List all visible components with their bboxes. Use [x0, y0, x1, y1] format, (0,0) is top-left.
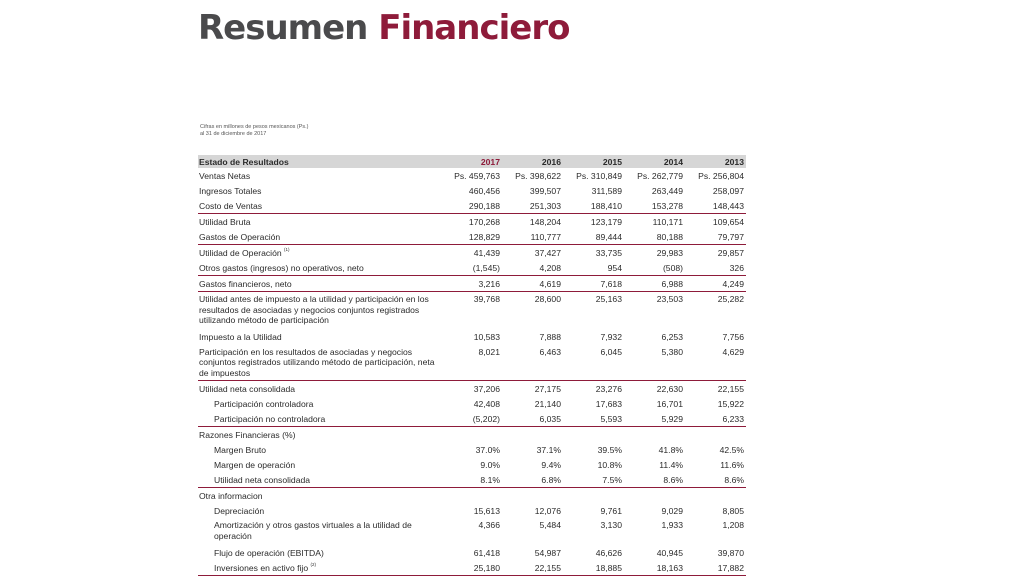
cell-2014: (508) [662, 262, 683, 273]
cell-2015: 7,618 [563, 276, 624, 292]
cell-2016: 4,619 [502, 276, 563, 292]
cell-2016: 37,427 [502, 245, 563, 261]
cell-2015: 46,626 [595, 547, 622, 558]
row-label: Participación en los resultados de asociadas y negocios conjuntos registrados utilizando método de participación, neta de impuestos [199, 346, 435, 378]
cell-2014: 9,029 [661, 505, 683, 516]
cell-2014: 18,163 [624, 560, 685, 576]
cell-2014: 16,701 [656, 398, 683, 409]
cell-2015: 3,130 [600, 520, 622, 530]
table-row [198, 345, 746, 381]
cell-2017: 128,829 [468, 231, 500, 242]
cell-2017: 39,768 [440, 292, 502, 330]
cell-2015: 10.8% [597, 459, 622, 470]
cell-2016: 54,987 [534, 547, 561, 558]
table-row [198, 442, 746, 457]
cell-2015: 311,589 [591, 185, 622, 196]
cell-2013: 4,249 [685, 276, 746, 292]
row-label [198, 560, 440, 576]
cell-2017: 9.0% [480, 459, 500, 470]
cell-2015: 17,683 [595, 398, 622, 409]
cell-2014: 41.8% [658, 444, 683, 455]
cell-2015: 954 [607, 262, 622, 273]
table-row [198, 396, 746, 411]
cell-2013: 8.6% [724, 474, 744, 485]
table-row [198, 411, 746, 427]
cell-2017: 8,021 [478, 346, 500, 357]
year-header: 2013 [685, 155, 746, 168]
cell-2013: 39,870 [717, 547, 744, 558]
table-row [198, 260, 746, 276]
cell-2015: 39.5% [597, 444, 622, 455]
cell-2017: 460,456 [468, 185, 500, 196]
header-label: Estado de Resultados [198, 155, 440, 168]
cell-2013: 29,857 [685, 245, 746, 261]
table-row [198, 245, 746, 261]
cell-2014: 22,630 [624, 381, 685, 397]
cell-2014: 1,933 [661, 520, 683, 530]
cell-2016: 5,484 [539, 520, 561, 530]
cell-2015: 33,735 [563, 245, 624, 261]
financial-summary-table [198, 155, 746, 576]
cell-2017: 25,180 [440, 560, 502, 576]
cell-2014: 5,380 [661, 346, 683, 357]
cell-2014: 6,988 [624, 276, 685, 292]
cell-2013: 42.5% [719, 444, 744, 455]
cell-2013: 79,797 [717, 231, 744, 242]
row-label: Margen de operación [214, 459, 296, 470]
cell-2015: 123,179 [563, 214, 624, 230]
row-label: Participación no controladora [214, 413, 326, 424]
cell-2016: 22,155 [502, 560, 563, 576]
year-header: 2015 [563, 155, 624, 168]
cell-2013: Ps. 256,804 [698, 170, 744, 181]
row-label: Ingresos Totales [199, 185, 262, 196]
cell-2014: 80,188 [656, 231, 683, 242]
row-label: Depreciación [214, 505, 265, 516]
cell-2017: 41,439 [440, 245, 502, 261]
cell-2016: 251,303 [529, 200, 561, 211]
cell-2013: 7,756 [722, 332, 744, 342]
cell-2017: 290,188 [468, 200, 500, 211]
cell-2013: 4,629 [722, 346, 744, 357]
cell-2017: 15,613 [473, 505, 500, 516]
table-row [198, 330, 746, 345]
cell-2017: 170,268 [440, 214, 502, 230]
cell-2013: 258,097 [712, 185, 744, 196]
cell-2017: 42,408 [473, 398, 500, 409]
cell-2013: 109,654 [685, 214, 746, 230]
section-header-row [198, 488, 746, 504]
row-label: Gastos de Operación [199, 231, 281, 242]
cell-2014: 110,171 [624, 214, 685, 230]
table-row [198, 214, 746, 230]
cell-2015: 7.5% [602, 474, 622, 485]
cell-2016: 37.1% [536, 444, 561, 455]
cell-2015: 25,163 [563, 292, 624, 330]
cell-2017: 3,216 [440, 276, 502, 292]
cell-2014: 263,449 [651, 185, 683, 196]
currency-note-line-2: al 31 de diciembre de 2017 [200, 131, 267, 137]
cell-2017: 37.0% [475, 444, 500, 455]
cell-2017: 8.1% [480, 474, 500, 485]
table-row [198, 560, 746, 576]
row-label-text: Inversiones en activo fijo [214, 562, 309, 573]
cell-2016: 9.4% [541, 459, 561, 470]
cell-2013: 148,443 [712, 200, 744, 211]
cell-2014: 153,278 [651, 200, 683, 211]
cell-2013: 17,882 [685, 560, 746, 576]
cell-2016: 6,463 [539, 346, 561, 357]
cell-2013: 11.6% [720, 459, 744, 470]
footnote-marker: (2) [310, 561, 316, 567]
table-row [198, 545, 746, 560]
cell-2014: 6,253 [661, 332, 683, 342]
row-label-text: Utilidad de Operación [199, 247, 282, 258]
cell-2013: 6,233 [722, 413, 744, 424]
cell-2016: 4,208 [539, 262, 561, 273]
table-row [198, 183, 746, 198]
cell-2014: 5,929 [661, 413, 683, 424]
title-part-2: Financiero [378, 8, 570, 48]
cell-2014: 40,945 [656, 547, 683, 558]
currency-note-line-1: Cifras en millones de pesos mexicanos (Ps.) [200, 124, 309, 130]
section-label: Razones Financieras (%) [198, 427, 440, 443]
currency-note [200, 124, 309, 138]
row-label [198, 245, 440, 261]
row-label: Impuesto a la Utilidad [199, 332, 282, 342]
cell-2017: 61,418 [473, 547, 500, 558]
table-row [198, 168, 746, 183]
cell-2016: 12,076 [534, 505, 561, 516]
cell-2016: 21,140 [534, 398, 561, 409]
cell-2016: 148,204 [502, 214, 563, 230]
cell-2013: 326 [729, 262, 744, 273]
cell-2016: 6.8% [541, 474, 561, 485]
cell-2015: 7,932 [600, 332, 622, 342]
page-title [198, 8, 569, 48]
row-label: Ventas Netas [199, 170, 251, 181]
cell-2014: Ps. 262,779 [637, 170, 683, 181]
cell-2015: 188,410 [590, 200, 622, 211]
row-label: Utilidad neta consolidada [214, 474, 311, 485]
cell-2016: 28,600 [502, 292, 563, 330]
row-label: Gastos financieros, neto [198, 276, 440, 292]
table-header-row [198, 155, 746, 168]
table-row [198, 503, 746, 518]
row-label: Otros gastos (ingresos) no operativos, neto [199, 262, 364, 273]
cell-2015: 6,045 [600, 346, 622, 357]
cell-2017: 37,206 [440, 381, 502, 397]
row-label: Utilidad antes de impuesto a la utilidad y participación en los resultados de asociadas y negocios conjuntos registrados utilizando método de participación [198, 292, 440, 330]
cell-2016: 110,777 [530, 231, 561, 242]
row-label: Costo de Ventas [199, 200, 263, 211]
cell-2016: 27,175 [502, 381, 563, 397]
cell-2013: 25,282 [685, 292, 746, 330]
table-row [198, 381, 746, 397]
cell-2017: (1,545) [472, 262, 500, 273]
row-label: Participación controladora [214, 398, 314, 409]
cell-2014: 29,983 [624, 245, 685, 261]
cell-2014: 23,503 [624, 292, 685, 330]
title-part-1: Resumen [198, 8, 368, 48]
cell-2016: 7,888 [539, 332, 561, 342]
table-row [198, 229, 746, 245]
cell-2015: 18,885 [563, 560, 624, 576]
row-label: Utilidad Bruta [198, 214, 440, 230]
cell-2017: 10,583 [473, 332, 500, 342]
cell-2013: 1,208 [722, 520, 744, 530]
table-row [198, 292, 746, 330]
section-label: Otra informacion [198, 488, 440, 504]
cell-2016: Ps. 398,622 [515, 170, 561, 181]
row-label: Amortización y otros gastos virtuales a la utilidad de operación [214, 520, 412, 541]
cell-2014: 11.4% [659, 459, 683, 470]
cell-2014: 8.6% [663, 474, 683, 485]
section-header-row [198, 427, 746, 443]
table-row [198, 198, 746, 214]
table-row [198, 518, 746, 545]
cell-2015: 9,761 [600, 505, 622, 516]
row-label: Margen Bruto [214, 444, 267, 455]
table-row [198, 472, 746, 488]
cell-2017: (5,202) [472, 413, 500, 424]
year-header: 2014 [624, 155, 685, 168]
row-label: Utilidad neta consolidada [198, 381, 440, 397]
cell-2016: 6,035 [539, 413, 561, 424]
cell-2015: 5,593 [600, 413, 622, 424]
cell-2013: 15,922 [717, 398, 744, 409]
table-row [198, 457, 746, 472]
row-label: Flujo de operación (EBITDA) [214, 547, 324, 558]
year-header: 2016 [502, 155, 563, 168]
cell-2013: 8,805 [722, 505, 744, 516]
cell-2015: 23,276 [563, 381, 624, 397]
cell-2017: Ps. 459,763 [454, 170, 500, 181]
cell-2015: Ps. 310,849 [576, 170, 622, 181]
cell-2015: 89,444 [595, 231, 622, 242]
cell-2016: 399,507 [529, 185, 561, 196]
cell-2013: 22,155 [685, 381, 746, 397]
year-header: 2017 [440, 155, 502, 168]
table-row [198, 276, 746, 292]
cell-2017: 4,366 [478, 520, 500, 530]
footnote-marker: (1) [284, 246, 290, 252]
